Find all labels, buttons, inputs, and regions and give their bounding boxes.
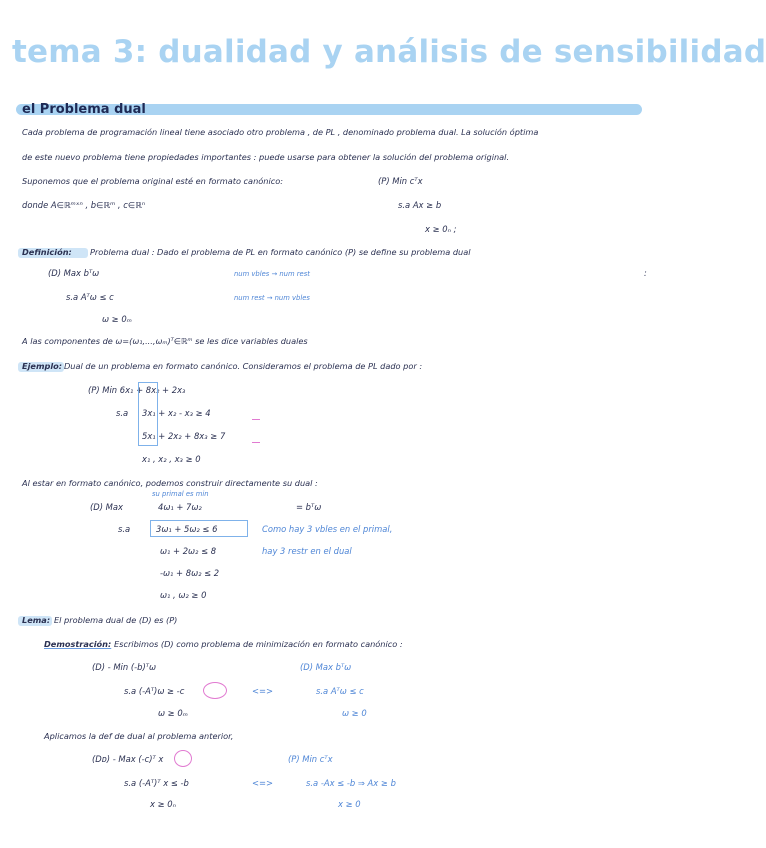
pink-circle-neg-c [174,750,192,767]
definition-label: Definición: [22,247,72,257]
dual-sa: s.a [118,524,131,534]
definition-text: Problema dual : Dado el problema de PL en formato canónico (P) se define su problema dual [90,247,471,257]
dual-constraint-2: ω₁ + 2ω₂ ≤ 8 [160,546,217,556]
proof-line-3: ω ≥ 0ₘ [158,708,188,718]
pink-circle-c [203,682,227,699]
page-title: tema 3: dualidad y análisis de sensibilidad [12,34,766,70]
dual-note-1: Como hay 3 vbles en el primal, [262,524,393,534]
dual-constraint-4: ω₁ , ω₂ ≥ 0 [160,590,207,600]
section-heading: el Problema dual [22,102,146,117]
components-line: A las componentes de ω=(ω₁,...,ωₘ)ᵀ∈ℝᵐ se les dice variables duales [22,336,308,346]
lemma-text: El problema dual de (D) es (P) [54,615,178,625]
dual-def-note-2: num rest → num vbles [234,294,310,302]
dual-note-top: su primal es min [152,490,209,498]
primal-where: donde A∈ℝᵐˣⁿ , b∈ℝᵐ , c∈ℝⁿ [22,200,146,210]
proof-line-4: (Dᴅ) - Max (-c)ᵀ x [92,754,164,764]
intro-line-3: Suponemos que el problema original esté en formato canónico: [22,176,284,186]
dual-def-objective: (D) Max bᵀω [48,268,100,278]
dual-objective-right: = bᵀω [296,502,322,512]
dual-def-note-1: num vbles → num rest [234,270,310,278]
example-constraint-1: 3x₁ + x₂ - x₃ ≥ 4 [142,408,211,418]
proof-equiv-1: <=> [252,686,274,696]
proof-line-3-right: ω ≥ 0 [342,708,367,718]
proof-line-2: s.a (-Aᵀ)ω ≥ -c [124,686,185,696]
example-constraint-3: x₁ , x₂ , x₃ ≥ 0 [142,454,201,464]
pink-underline-4 [252,419,260,420]
proof-label: Demostración: [44,639,112,649]
proof-line-1-right: (D) Max bᵀω [300,662,352,672]
proof-line-6: x ≥ 0ₙ [150,799,176,809]
dual-def-colon: : [644,268,647,278]
example-label: Ejemplo: [22,361,63,371]
primal-nonneg: x ≥ 0ₙ ; [425,224,457,234]
proof-line-4-right: (P) Min cᵀx [288,754,333,764]
dual-intro-line: Al estar en formato canónico, podemos construir directamente su dual : [22,478,318,488]
proof-text: Escribimos (D) como problema de minimización en formato canónico : [114,639,403,649]
lemma-label: Lema: [22,615,51,625]
proof-line-5: s.a (-Aᵀ)ᵀ x ≤ -b [124,778,189,788]
proof-line-5-right: s.a -Ax ≤ -b ⇒ Ax ≥ b [306,778,396,788]
primal-objective: (P) Min cᵀx [378,176,423,186]
intro-line-1: Cada problema de programación lineal tiene asociado otro problema , de PL , denominado problema dual. La solución óptima [22,127,539,137]
example-text: Dual de un problema en formato canónico. Consideramos el problema de PL dado por : [64,361,423,371]
proof-line-1: (D) - Min (-b)ᵀω [92,662,156,672]
example-sa: s.a [116,408,129,418]
dual-objective-label: (D) Max [90,502,123,512]
example-constraint-2: 5x₁ + 2x₂ + 8x₃ ≥ 7 [142,431,226,441]
intro-line-2: de este nuevo problema tiene propiedades importantes : puede usarse para obtener la solución del problema original. [22,152,510,162]
primal-constraint: s.a Ax ≥ b [398,200,442,210]
proof-equiv-2: <=> [252,778,274,788]
dual-def-nonneg: ω ≥ 0ₘ [102,314,132,324]
pink-underline-7 [252,442,260,443]
dual-constraint-3: -ω₁ + 8ω₂ ≤ 2 [160,568,220,578]
apply-line: Aplicamos la def de dual al problema anterior, [44,731,234,741]
dual-note-2: hay 3 restr en el dual [262,546,352,556]
dual-objective: 4ω₁ + 7ω₂ [158,502,202,512]
dual-constraint-1: 3ω₁ + 5ω₂ ≤ 6 [156,524,218,534]
dual-def-constraint: s.a Aᵀω ≤ c [66,292,114,302]
proof-line-6-right: x ≥ 0 [338,799,361,809]
proof-line-2-right: s.a Aᵀω ≤ c [316,686,364,696]
example-objective: (P) Min 6x₁ + 8x₂ + 2x₃ [88,385,186,395]
